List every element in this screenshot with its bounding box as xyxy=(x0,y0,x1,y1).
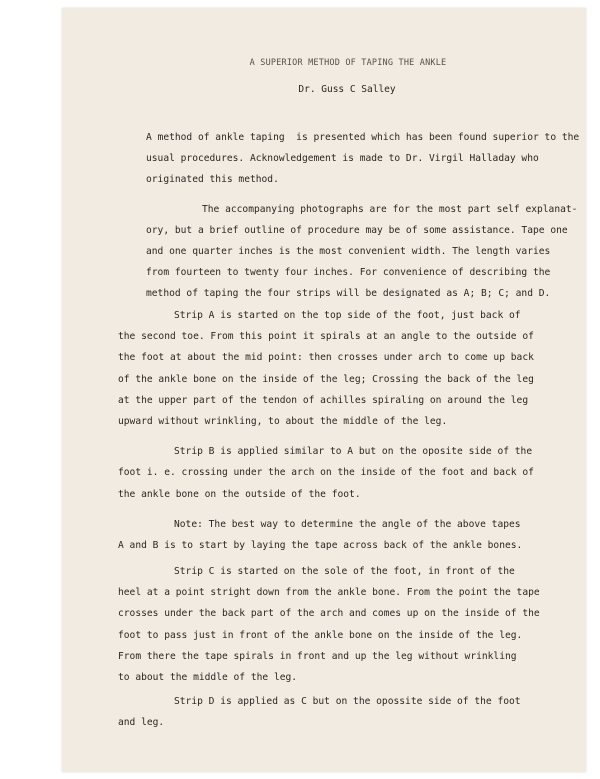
text-line: heel at a point stright down from the ankle bone. From the point the tape xyxy=(118,587,540,598)
text-line: The accompanying photographs are for the most part self explanat- xyxy=(202,204,578,215)
text-line: Strip B is applied similar to A but on the oposite side of the xyxy=(174,446,533,457)
text-line: foot i. e. crossing under the arch on the inside of the foot and back of xyxy=(118,467,534,478)
text-line: of the ankle bone on the inside of the leg; Crossing the back of the leg xyxy=(118,374,534,385)
text-line: method of taping the four strips will be designated as A; B; C; and D. xyxy=(146,288,551,299)
text-line: foot to pass just in front of the ankle bone on the inside of the leg. xyxy=(118,630,523,641)
text-line: and one quarter inches is the most convenient width. The length varies xyxy=(146,246,551,257)
text-line: from fourteen to twenty four inches. For convenience of describing the xyxy=(146,267,551,278)
text-line: originated this method. xyxy=(146,174,279,185)
text-line: the foot at about the mid point: then crosses under arch to come up back xyxy=(118,352,534,363)
text-line: ory, but a brief outline of procedure may be of some assistance. Tape one xyxy=(146,225,568,236)
text-line: the second toe. From this point it spirals at an angle to the outside of xyxy=(118,331,534,342)
document-title: A SUPERIOR METHOD OF TAPING THE ANKLE xyxy=(249,58,447,68)
text-line: Strip A is started on the top side of the foot, just back of xyxy=(174,310,521,321)
document-author: Dr. Guss C Salley xyxy=(298,84,396,95)
text-line: usual procedures. Acknowledgement is made to Dr. Virgil Halladay who xyxy=(146,153,539,164)
text-line: and leg. xyxy=(118,717,165,728)
text-line: A and B is to start by laying the tape across back of the ankle bones. xyxy=(118,540,523,551)
text-line: Note: The best way to determine the angle of the above tapes xyxy=(174,519,521,530)
text-line: Strip C is started on the sole of the foot, in front of the xyxy=(174,566,515,577)
text-line: the ankle bone on the outside of the foot. xyxy=(118,489,361,500)
text-line: From there the tape spirals in front and up the leg without wrinkling xyxy=(118,651,517,662)
document-page xyxy=(62,8,586,772)
text-line: crosses under the back part of the arch and comes up on the inside of the xyxy=(118,608,540,619)
text-line: A method of ankle taping is presented which has been found superior to the xyxy=(146,132,580,143)
text-line: upward without wrinkling, to about the middle of the leg. xyxy=(118,416,448,427)
text-line: to about the middle of the leg. xyxy=(118,672,298,683)
text-line: at the upper part of the tendon of achilles spiraling on around the leg xyxy=(118,395,529,406)
text-line: Strip D is applied as C but on the opossite side of the foot xyxy=(174,696,521,707)
